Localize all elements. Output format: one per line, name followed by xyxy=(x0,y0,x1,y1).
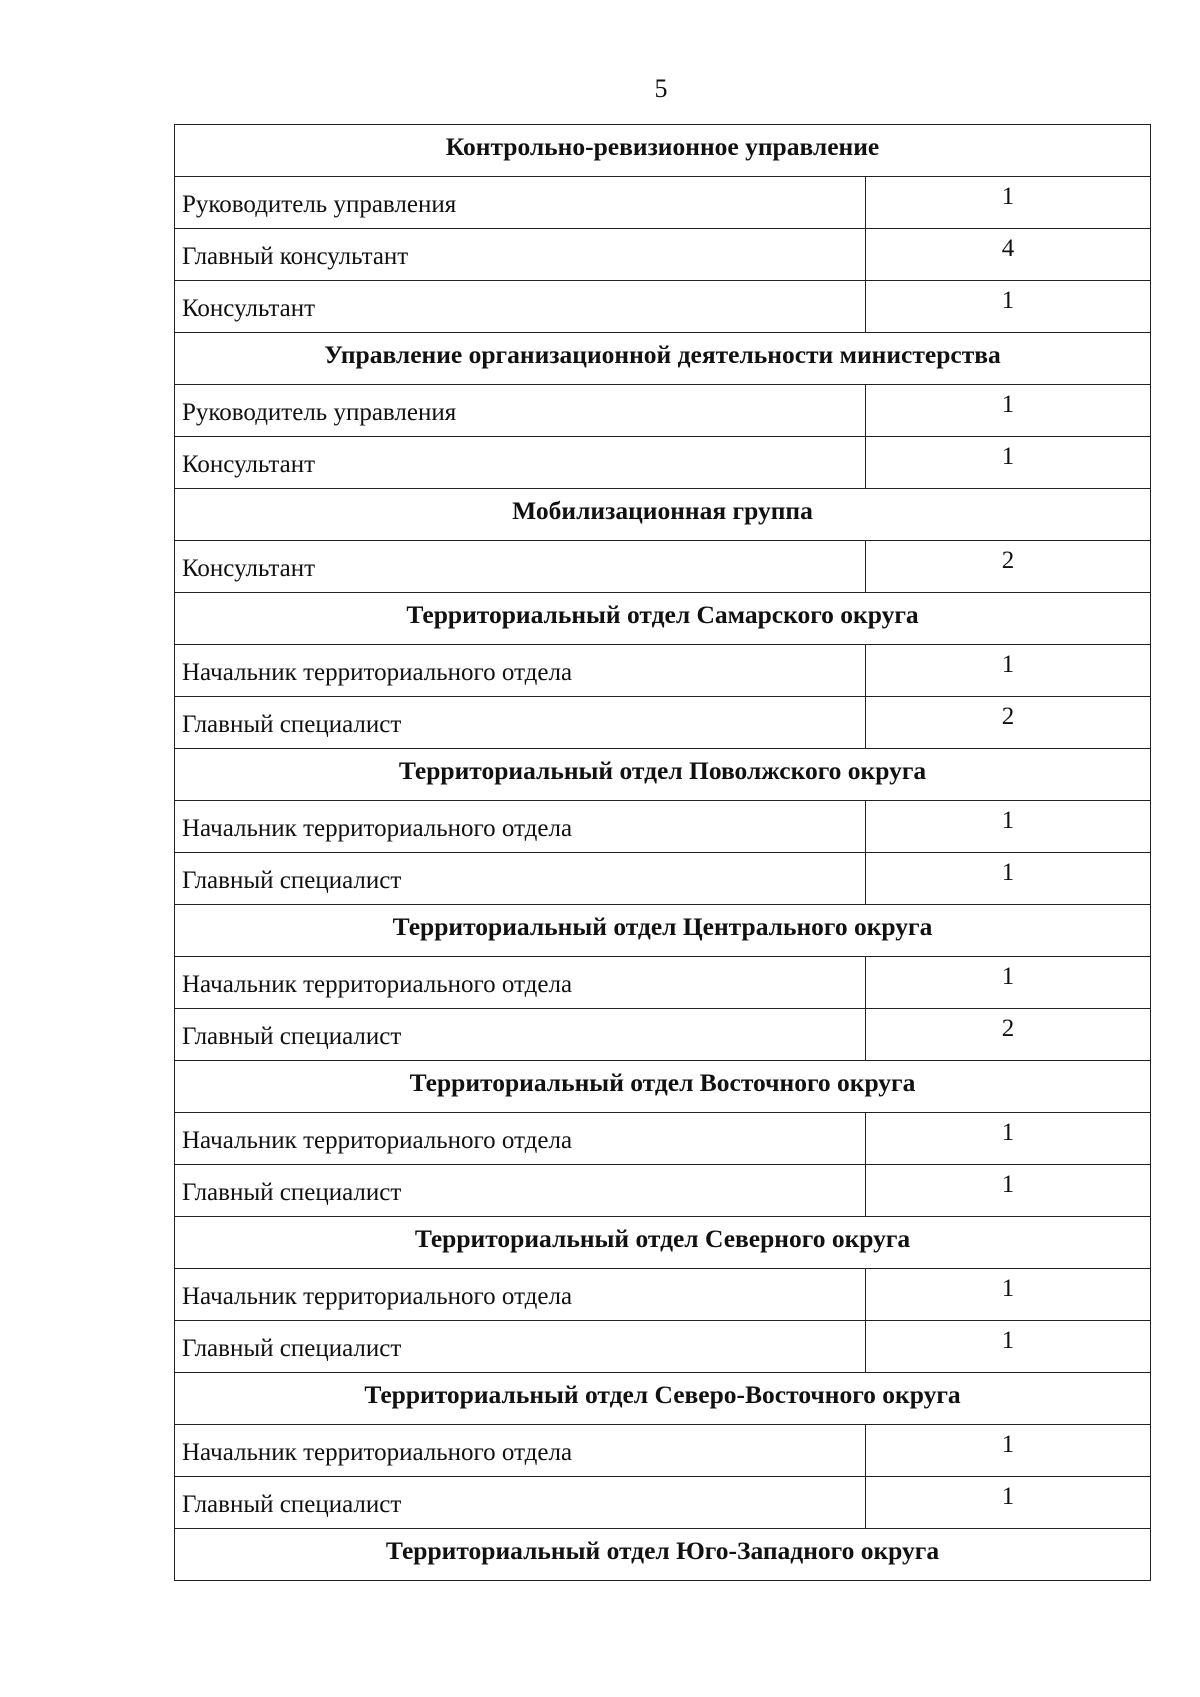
position-name: Главный специалист xyxy=(175,1477,866,1529)
position-count: 1 xyxy=(866,1165,1151,1217)
position-count: 1 xyxy=(866,1425,1151,1477)
section-header-row xyxy=(175,749,1151,801)
position-count: 1 xyxy=(866,1477,1151,1529)
position-name: Консультант xyxy=(175,281,866,333)
position-count: 1 xyxy=(866,385,1151,437)
position-count: 2 xyxy=(866,1009,1151,1061)
position-count: 1 xyxy=(866,1269,1151,1321)
position-name: Консультант xyxy=(175,437,866,489)
section-title: Территориальный отдел Центрального округа xyxy=(175,905,1151,957)
position-count: 1 xyxy=(866,281,1151,333)
table-row xyxy=(175,853,1151,905)
position-count: 1 xyxy=(866,801,1151,853)
section-header-row xyxy=(175,593,1151,645)
table-row xyxy=(175,1321,1151,1373)
table-row xyxy=(175,1009,1151,1061)
position-name: Главный специалист xyxy=(175,853,866,905)
position-name: Главный консультант xyxy=(175,229,866,281)
section-header-row xyxy=(175,489,1151,541)
section-title: Контрольно-ревизионное управление xyxy=(175,125,1151,177)
position-count: 1 xyxy=(866,1321,1151,1373)
table-row xyxy=(175,177,1151,229)
position-name: Начальник территориального отдела xyxy=(175,801,866,853)
staff-table xyxy=(174,124,1151,1581)
section-header-row xyxy=(175,1061,1151,1113)
position-name: Начальник территориального отдела xyxy=(175,957,866,1009)
section-title: Управление организационной деятельности министерства xyxy=(175,333,1151,385)
table-row xyxy=(175,1425,1151,1477)
table-row xyxy=(175,957,1151,1009)
position-count: 1 xyxy=(866,645,1151,697)
position-count: 1 xyxy=(866,437,1151,489)
table-row xyxy=(175,1165,1151,1217)
table-row xyxy=(175,697,1151,749)
section-title: Территориальный отдел Северо-Восточного округа xyxy=(175,1373,1151,1425)
position-name: Начальник территориального отдела xyxy=(175,1113,866,1165)
section-header-row xyxy=(175,1529,1151,1581)
position-count: 4 xyxy=(866,229,1151,281)
section-title: Территориальный отдел Поволжского округа xyxy=(175,749,1151,801)
section-header-row xyxy=(175,905,1151,957)
position-count: 1 xyxy=(866,1113,1151,1165)
position-name: Руководитель управления xyxy=(175,385,866,437)
section-header-row xyxy=(175,1217,1151,1269)
position-name: Главный специалист xyxy=(175,1009,866,1061)
table-row xyxy=(175,801,1151,853)
section-title: Территориальный отдел Восточного округа xyxy=(175,1061,1151,1113)
position-count: 1 xyxy=(866,177,1151,229)
page-number: 5 xyxy=(654,74,668,103)
position-count: 1 xyxy=(866,957,1151,1009)
table-row xyxy=(175,437,1151,489)
table-row xyxy=(175,281,1151,333)
table-row xyxy=(175,1269,1151,1321)
position-name: Начальник территориального отдела xyxy=(175,645,866,697)
position-name: Начальник территориального отдела xyxy=(175,1425,866,1477)
position-count: 2 xyxy=(866,697,1151,749)
section-header-row xyxy=(175,333,1151,385)
table-row xyxy=(175,645,1151,697)
section-title: Территориальный отдел Юго-Западного округа xyxy=(175,1529,1151,1581)
position-name: Главный специалист xyxy=(175,1165,866,1217)
section-header-row xyxy=(175,125,1151,177)
section-title: Территориальный отдел Северного округа xyxy=(175,1217,1151,1269)
position-count: 2 xyxy=(866,541,1151,593)
position-name: Начальник территориального отдела xyxy=(175,1269,866,1321)
section-title: Территориальный отдел Самарского округа xyxy=(175,593,1151,645)
position-name: Консультант xyxy=(175,541,866,593)
position-name: Руководитель управления xyxy=(175,177,866,229)
position-count: 1 xyxy=(866,853,1151,905)
table-row xyxy=(175,229,1151,281)
table-row xyxy=(175,1477,1151,1529)
position-name: Главный специалист xyxy=(175,697,866,749)
staff-table-body xyxy=(175,125,1151,1581)
section-header-row xyxy=(175,1373,1151,1425)
position-name: Главный специалист xyxy=(175,1321,866,1373)
table-row xyxy=(175,385,1151,437)
table-row xyxy=(175,1113,1151,1165)
table-row xyxy=(175,541,1151,593)
section-title: Мобилизационная группа xyxy=(175,489,1151,541)
